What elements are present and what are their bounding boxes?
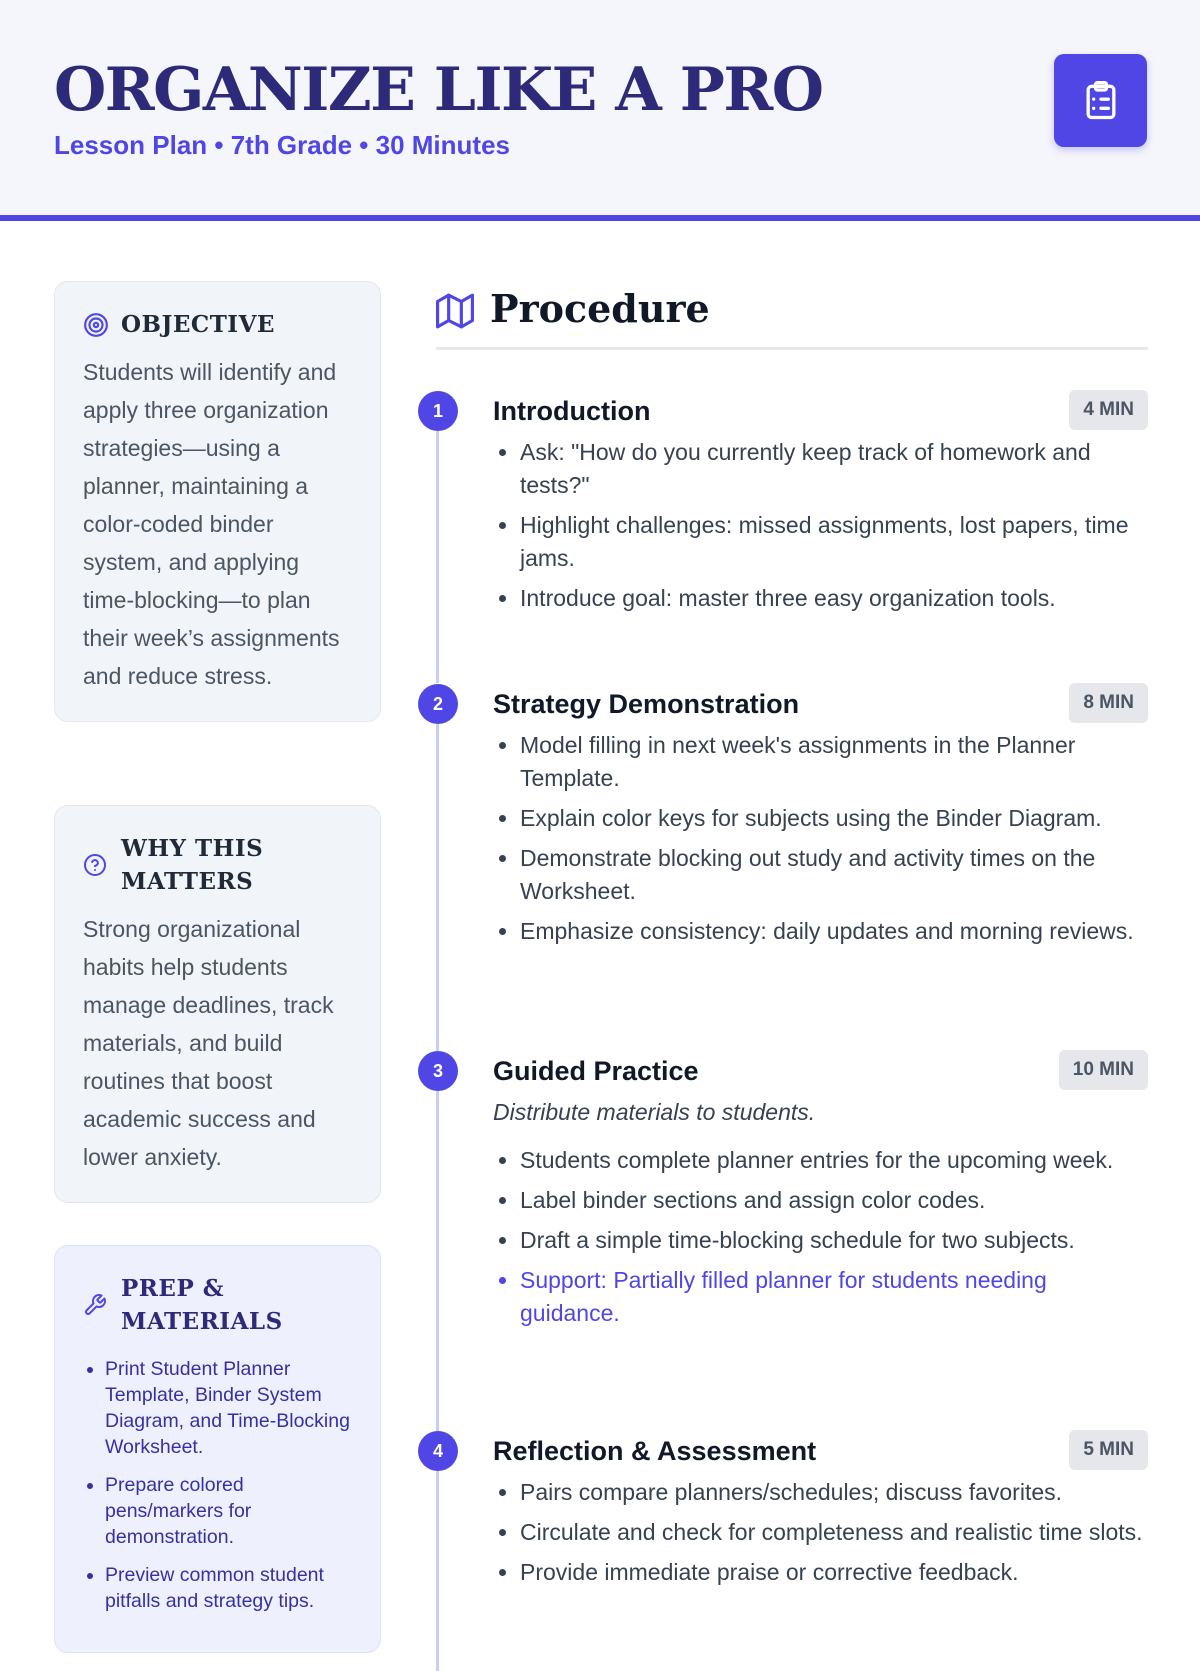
target-icon [83, 312, 109, 338]
why-card [54, 805, 381, 1203]
header [0, 0, 1200, 221]
map-icon [436, 292, 474, 335]
step-item: • Students complete planner entries for the upcoming week. [520, 1144, 1148, 1177]
step-item: • Pairs compare planners/schedules; discuss favorites. [520, 1476, 1148, 1509]
step-item: • Model filling in next week's assignments in the Planner Template. [520, 729, 1148, 795]
procedure-header [436, 280, 1148, 350]
step-item: • Introduce goal: master three easy organization tools. [520, 582, 1148, 615]
prep-list [83, 1356, 352, 1614]
step-item: • Emphasize consistency: daily updates and morning reviews. [520, 915, 1148, 948]
step-item: • Explain color keys for subjects using the Binder Diagram. [520, 802, 1148, 835]
duration-badge: 10 MIN [1059, 1050, 1148, 1090]
step-title: Introduction [493, 396, 651, 426]
step-item: • Draft a simple time-blocking schedule for two subjects. [520, 1224, 1148, 1257]
page-subtitle: Lesson Plan • 7th Grade • 30 Minutes [54, 130, 510, 160]
step-item: • Demonstrate blocking out study and activity times on the Worksheet. [520, 842, 1148, 908]
timeline-line [436, 431, 439, 683]
prep-item: • Print Student Planner Template, Binder System Diagram, and Time-Blocking Worksheet. [105, 1356, 352, 1460]
question-circle-icon [83, 852, 109, 878]
step-number: 1 [418, 391, 458, 431]
step-item: • Provide immediate praise or corrective feedback. [520, 1556, 1148, 1589]
step-number: 2 [418, 684, 458, 724]
duration-badge: 5 MIN [1069, 1430, 1148, 1470]
step-item: • Circulate and check for completeness and realistic time slots. [520, 1516, 1148, 1549]
timeline-line [436, 1091, 439, 1431]
step-title: Reflection & Assessment [493, 1436, 817, 1466]
objective-text: Students will identify and apply three organization strategies—using a planner, maintaining a color-coded binder system, and applying time-blocking—to plan their week’s assignments and reduce stress. [83, 359, 340, 689]
wrench-icon [83, 1292, 109, 1318]
step-item: • Highlight challenges: missed assignments, lost papers, time jams. [520, 509, 1148, 575]
step-title: Guided Practice [493, 1056, 699, 1086]
prep-item: • Preview common student pitfalls and strategy tips. [105, 1562, 352, 1614]
why-text: Strong organizational habits help students manage deadlines, track materials, and build routines that boost academic success and lower anxiety. [83, 916, 334, 1170]
support-item: • Support: Partially filled planner for students needing guidance. [520, 1264, 1148, 1330]
why-title: WHY THIS MATTERS [121, 835, 264, 895]
step-number: 4 [418, 1431, 458, 1471]
duration-badge: 8 MIN [1069, 683, 1148, 723]
timeline-line [436, 1471, 439, 1671]
duration-badge: 4 MIN [1069, 390, 1148, 430]
step-item: • Label binder sections and assign color codes. [520, 1184, 1148, 1217]
timeline-line [436, 724, 439, 1051]
step-title: Strategy Demonstration [493, 689, 800, 719]
prep-card [54, 1245, 381, 1653]
step-list [493, 436, 1148, 622]
step-item: • Ask: "How do you currently keep track of homework and tests?" [520, 436, 1148, 502]
prep-item: • Prepare colored pens/markers for demonstration. [105, 1472, 352, 1550]
step-list [493, 1144, 1148, 1337]
step-list [493, 1476, 1148, 1596]
procedure-title: Procedure [490, 286, 710, 331]
step-list [493, 729, 1148, 955]
step-note: Distribute materials to students. [493, 1099, 816, 1125]
step-number: 3 [418, 1051, 458, 1091]
objective-card [54, 281, 381, 722]
prep-title: PREP & MATERIALS [121, 1275, 283, 1335]
page-title: ORGANIZE LIKE A PRO [54, 55, 823, 125]
objective-title: OBJECTIVE [121, 311, 275, 338]
clipboard-icon [1054, 54, 1147, 147]
